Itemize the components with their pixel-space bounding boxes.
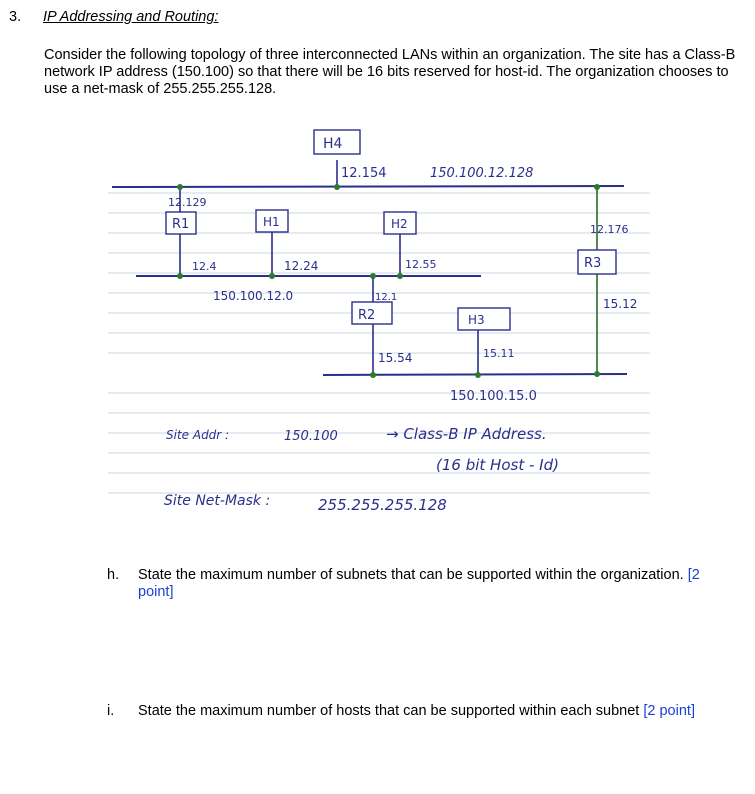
top-network-address: 150.100.12.128 <box>430 166 534 181</box>
top-lan-bus <box>112 186 624 187</box>
question-title: IP Addressing and Routing: <box>43 9 219 25</box>
site-netmask-label: Site Net-Mask : <box>164 493 271 509</box>
h1-address: 12.24 <box>284 259 319 273</box>
sub-question-h-letter: h. <box>107 567 120 583</box>
h2-address: 12.55 <box>405 258 437 271</box>
router-r1-label: R1 <box>172 217 190 232</box>
class-b-note: → Class-B IP Address. <box>386 425 547 443</box>
network-topology-diagram <box>0 120 755 520</box>
sub-question-i-text: State the maximum number of hosts that can be supported within each subnet <box>138 703 640 719</box>
sub-question-h-text: State the maximum number of subnets that can be supported within the organization. <box>138 567 684 583</box>
r1-top-address: 12.129 <box>168 196 207 209</box>
router-r2-label: R2 <box>358 308 376 323</box>
router-r3-label: R3 <box>584 256 602 271</box>
sub-question-h-points: [2 point] <box>138 567 700 600</box>
r3-bottom-address: 15.12 <box>603 297 638 311</box>
host-h4-label: H4 <box>323 136 343 152</box>
h4-address: 12.154 <box>341 166 387 181</box>
site-netmask-value: 255.255.255.128 <box>318 496 447 514</box>
bottom-network-address: 150.100.15.0 <box>450 389 537 404</box>
host-h2-label: H2 <box>391 217 408 231</box>
sub-question-i-letter: i. <box>107 703 115 719</box>
site-address-label: Site Addr : <box>166 428 230 442</box>
host-id-bits-note: (16 bit Host - Id) <box>436 456 559 474</box>
r1-bottom-address: 12.4 <box>192 260 217 273</box>
host-h3-label: H3 <box>468 313 485 327</box>
host-h1-label: H1 <box>263 215 280 229</box>
r2-top-address: 12.1 <box>375 292 398 303</box>
r3-top-address: 12.176 <box>590 223 629 236</box>
sub-question-i-points: [2 point] <box>643 703 695 719</box>
site-address-value: 150.100 <box>284 429 338 444</box>
bottom-lan-bus <box>323 374 627 375</box>
question-number: 3. <box>9 9 22 25</box>
h3-address: 15.11 <box>483 347 515 360</box>
r2-bottom-address: 15.54 <box>378 351 413 365</box>
middle-network-address: 150.100.12.0 <box>213 289 294 303</box>
question-intro: Consider the following topology of three interconnected LANs within an organization. The site has a Class-B network IP address (150.100) so that there will be 16 bits reserved for host-id. The organization chooses to use a net-mask of 255.255.255.128. <box>44 47 736 97</box>
notebook-ruling <box>108 193 650 493</box>
